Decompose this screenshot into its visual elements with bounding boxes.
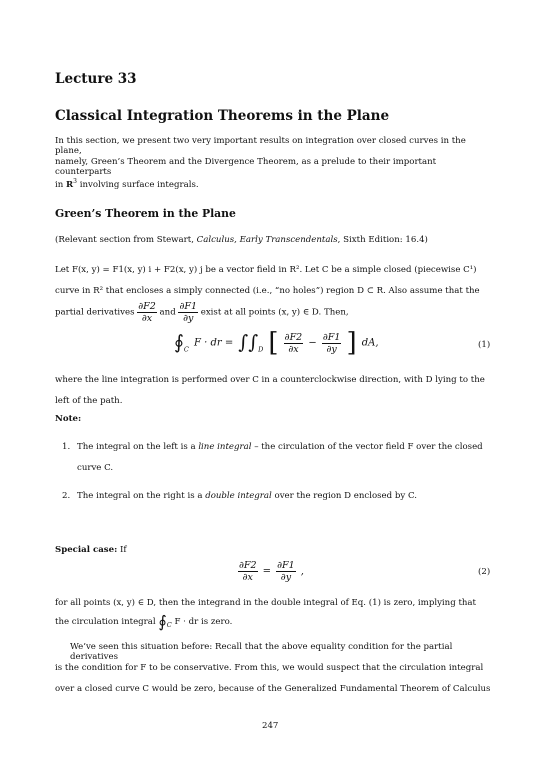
theorem-line-3: partial derivatives $\frac{\partial F2}{\partial x}$ and $\frac{\partial F1}{\partial y}$ exist at all points (x, y) ∈ D. Then,: [55, 301, 349, 324]
section-title: Classical Integration Theorems in the Plane: [55, 108, 390, 124]
eq2-frac-a: $\frac{\partial F2}{\partial x}$: [239, 560, 257, 583]
equation-1: $∮_C$ F · dr = $\int\int_D$ [ $\frac{\partial F2}{\partial x}$ − $\frac{\partial F1}{\partial y}$ ] dA,: [174, 328, 379, 358]
closing-line-1: We’ve seen this situation before: Recall that the above equality condition for the partial derivatives: [70, 642, 453, 662]
where-line-1: where the line integration is performed over C in a counterclockwise direction, with D lying to the: [55, 375, 485, 385]
lhs-integrand: F · dr =: [193, 337, 234, 349]
closing-line-3: over a closed curve C would be zero, because of the Generalized Fundamental Theorem of Calculus: [55, 684, 491, 694]
note-1-number: 1.: [62, 442, 71, 452]
intro-line-1: In this section, we present two very important results on integration over closed curves in the plane,: [55, 136, 466, 156]
relevant-section-note: (Relevant section from Stewart, Calculus, Early Transcendentals, Sixth Edition: 16.4): [55, 235, 428, 245]
after-eq2-line-1: for all points (x, y) ∈ D, then the integrand in the double integral of Eq. (1) is zero, implying that: [55, 598, 477, 608]
special-case: Special case: If: [55, 545, 127, 555]
theorem-line-1: Let F(x, y) = F1(x, y) i + F2(x, y) j be a vector field in R². Let C be a simple closed (piecewise C¹): [55, 265, 477, 275]
where-line-2: left of the path.: [55, 396, 123, 406]
eq1-frac-b: $\frac{\partial F1}{\partial y}$: [322, 331, 341, 355]
note-2-number: 2.: [62, 491, 71, 501]
equation-1-number: (1): [478, 340, 491, 350]
intro-line-3: in $R^3$ involving surface integrals.: [55, 178, 199, 190]
note-1-line-2: curve C.: [77, 463, 114, 473]
after-eq2-line-2: the circulation integral $∮_C$ F · dr is zero.: [55, 612, 233, 631]
eq2-frac-b: $\frac{\partial F1}{\partial y}$: [277, 560, 295, 583]
partial-f2-x-fraction: $\frac{\partial F2}{\partial x}$: [138, 301, 156, 324]
partial-f1-y-fraction: $\frac{\partial F1}{\partial y}$: [179, 301, 198, 324]
eq1-frac-a: $\frac{\partial F2}{\partial x}$: [284, 331, 303, 355]
greens-theorem-heading: Green’s Theorem in the Plane: [55, 207, 236, 220]
note-2-line-1: The integral on the right is a double integral over the region D enclosed by C.: [77, 491, 417, 501]
theorem-line-2: curve in R² that encloses a simply connected (i.e., “no holes”) region D ⊂ R. Also assume that the: [55, 286, 480, 296]
intro-line-2: namely, Green’s Theorem and the Divergence Theorem, as a prelude to their important counterparts: [55, 157, 437, 177]
closing-line-2: is the condition for F to be conservative. From this, we would suspect that the circulation integral: [55, 663, 484, 673]
right-bracket: ]: [346, 328, 357, 358]
equation-2-number: (2): [478, 567, 491, 577]
contour-integral-symbol: ∮: [174, 331, 184, 354]
lecture-title: Lecture 33: [55, 71, 137, 87]
equation-2: $\frac{\partial F2}{\partial x}$ = $\frac{\partial F1}{\partial y}$ ,: [239, 560, 304, 583]
contour-integral-symbol-inline: ∮: [158, 612, 167, 631]
left-bracket: [: [268, 328, 279, 358]
note-1-line-1: The integral on the left is a line integral – the circulation of the vector field F over the closed: [77, 442, 483, 452]
page-number: 247: [262, 721, 279, 731]
note-label: Note:: [55, 414, 82, 424]
double-integral-symbol: ∫∫: [238, 331, 259, 354]
